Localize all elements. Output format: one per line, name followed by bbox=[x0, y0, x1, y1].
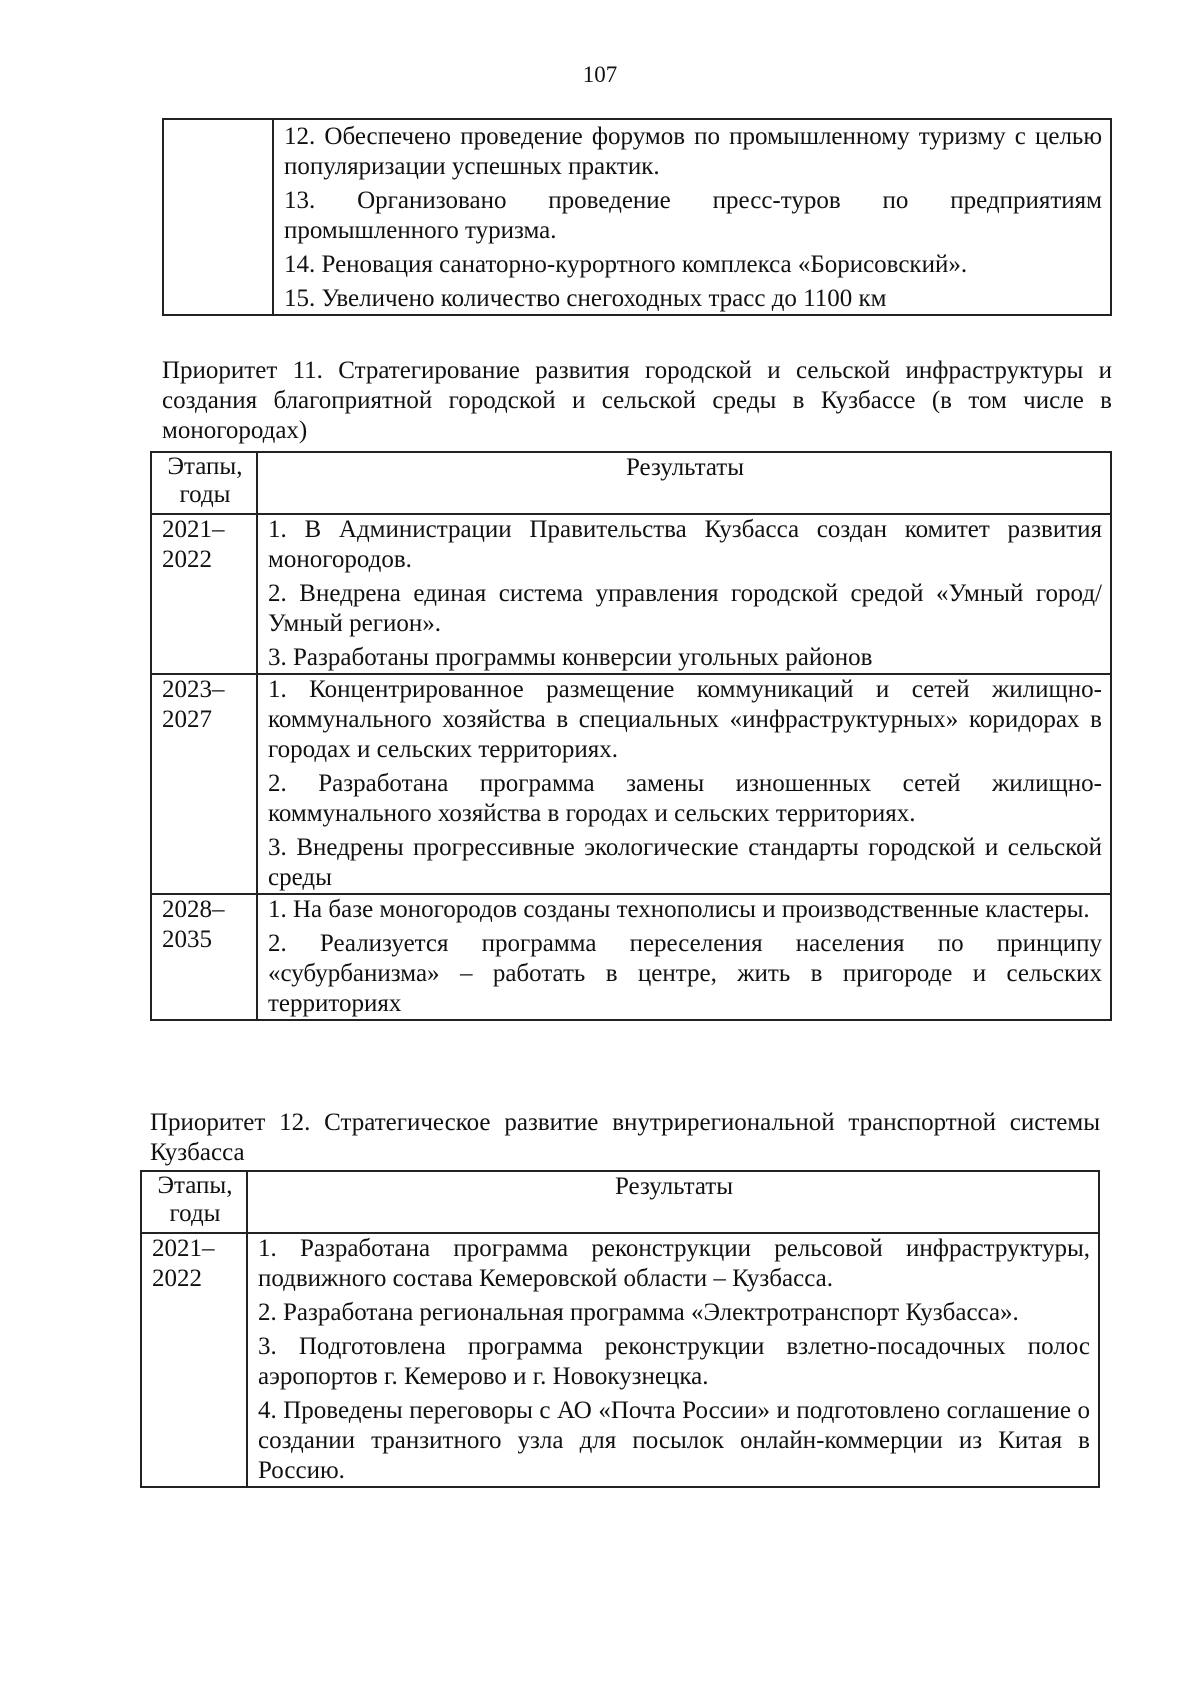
stage-cell: 2023–2027 bbox=[151, 674, 257, 894]
header-stages: Этапы, годы bbox=[151, 452, 257, 514]
list-item: 1. На базе моногородов созданы технополисы и производственные кластеры. bbox=[268, 896, 1090, 923]
list-item: 1. Концентрированное размещение коммуникаций и сетей жилищно-коммунального хозяйства в специальных «инфраструктурных» коридорах в городах и сельских территориях. bbox=[268, 676, 1102, 763]
list-item: 1. В Администрации Правительства Кузбасса создан комитет развития моногородов. bbox=[268, 516, 1102, 573]
page-number: 107 bbox=[582, 62, 618, 87]
list-item: 2. Реализуется программа переселения населения по принципу «субурбанизма» – работать в центре, жить в пригороде и сельских территориях bbox=[268, 930, 1102, 1017]
list-item: 3. Внедрены прогрессивные экологические стандарты городской и сельской среды bbox=[268, 834, 1102, 891]
list-item: 14. Реновация санаторно-курортного комплекса «Борисовский». bbox=[284, 251, 968, 278]
table-header-row bbox=[151, 452, 1111, 514]
results-cell bbox=[247, 1233, 1099, 1487]
list-item: 3. Подготовлена программа реконструкции взлетно-посадочных полос аэропортов г. Кемерово и г. Новокузнецка. bbox=[258, 1333, 1090, 1390]
table-row bbox=[163, 119, 1111, 315]
list-item: 2. Разработана программа замены изношенных сетей жилищно-коммунального хозяйства в городах и сельских территориях. bbox=[268, 770, 1102, 827]
list-item: 2. Разработана региональная программа «Электротранспорт Кузбасса». bbox=[258, 1299, 1019, 1326]
stage-cell: 2028–2035 bbox=[151, 894, 257, 1020]
priority-11-heading: Приоритет 11. Стратегирование развития городской и сельской инфраструктуры и создания благоприятной городской и сельской среды в Кузбассе (в том числе в моногородах) bbox=[162, 357, 1112, 444]
header-stages: Этапы, годы bbox=[141, 1171, 247, 1233]
list-item: 13. Организовано проведение пресс-туров по предприятиям промышленного туризма. bbox=[284, 187, 1102, 244]
results-cell bbox=[257, 894, 1111, 1020]
header-results: Результаты bbox=[257, 452, 1111, 514]
priority-12-heading: Приоритет 12. Стратегическое развитие внутрирегиональной транспортной системы Кузбасса bbox=[150, 1109, 1100, 1166]
stage-cell: 2021–2022 bbox=[151, 514, 257, 674]
continued-table bbox=[162, 118, 1112, 316]
results-cell bbox=[257, 514, 1111, 674]
list-item: 12. Обеспечено проведение форумов по промышленному туризму с целью популяризации успешных практик. bbox=[284, 123, 1102, 180]
priority-12-table bbox=[140, 1170, 1100, 1488]
priority-11-table bbox=[150, 451, 1112, 1021]
table-row bbox=[151, 674, 1111, 894]
table-header-row bbox=[141, 1171, 1099, 1233]
header-results: Результаты bbox=[247, 1171, 1099, 1233]
results-cell bbox=[257, 674, 1111, 894]
stage-cell-empty bbox=[163, 119, 273, 315]
table-row bbox=[151, 894, 1111, 1020]
list-item: 3. Разработаны программы конверсии угольных районов bbox=[268, 644, 873, 671]
table-row bbox=[151, 514, 1111, 674]
list-item: 1. Разработана программа реконструкции рельсовой инфраструктуры, подвижного состава Кемеровской области – Кузбасса. bbox=[258, 1235, 1090, 1292]
table-row bbox=[141, 1233, 1099, 1487]
stage-cell: 2021–2022 bbox=[141, 1233, 247, 1487]
results-cell bbox=[273, 119, 1111, 315]
list-item: 15. Увеличено количество снегоходных трасс до 1100 км bbox=[284, 285, 887, 312]
list-item: 4. Проведены переговоры с АО «Почта России» и подготовлено соглашение о создании транзитного узла для посылок онлайн-коммерции из Китая в Россию. bbox=[258, 1397, 1090, 1484]
list-item: 2. Внедрена единая система управления городской средой «Умный город/Умный регион». bbox=[268, 580, 1102, 637]
